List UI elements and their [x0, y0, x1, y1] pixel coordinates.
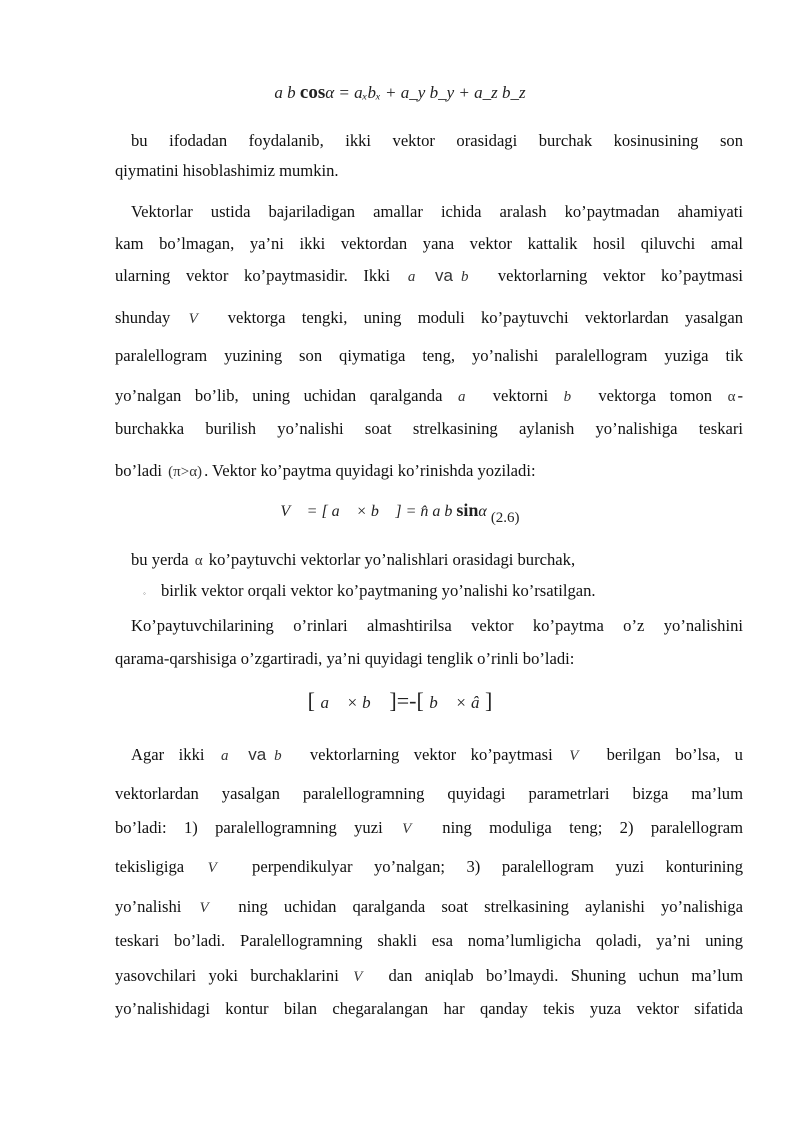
- text-line: paralellogram yuzining son qiymatiga teng, yo’nalishi paralellogram yuziga tik: [115, 346, 743, 365]
- unit-vector-n-symbol: ◦: [143, 589, 146, 598]
- alpha-symbol: α: [727, 389, 736, 405]
- text-line: ularning vektor ko’paytmasidir. Ikki a⃗ va b⃗ vektorlarning vektor ko’paytmasi: [115, 265, 743, 288]
- alpha-symbol: α: [478, 503, 487, 520]
- text-line: kam bo’lmagan, ya’ni ikki vektordan yana vektor kattalik hosil qiluvchi amal: [115, 234, 743, 253]
- text-line: yo’nalishi V⃗ ning uchidan qaralganda soat strelkasining aylanishi yo’nalishiga: [115, 896, 743, 919]
- formula-lhs: a b: [274, 83, 296, 102]
- text-line: vektorlardan yasalgan paralellogramning quyidagi parametrlari bizga ma’lum: [115, 784, 743, 803]
- text-line: shunday V⃗ vektorga tengki, uning moduli ko’paytuvchi vektorlardan yasalgan: [115, 307, 743, 330]
- text-line: teskari bo’ladi. Paralellogramning shakli esa noma’lumligicha qoladi, ya’ni uning: [115, 931, 743, 950]
- text-line: qiymatini hisoblashimiz mumkin.: [115, 161, 339, 180]
- formula-vector-product: [0, 500, 800, 527]
- vector-b-symbol: b⃗: [563, 389, 583, 405]
- text-line: Vektorlar ustida bajariladigan amallar ichida aralash ko’paytmadan ahamiyati: [131, 202, 743, 221]
- equation-number: (2.6): [490, 510, 520, 526]
- text-line: bo’ladi (π>α) . Vektor ko’paytma quyidagi ko’rinishda yoziladi:: [115, 460, 743, 483]
- pi-greater-alpha-symbol: (π>α): [168, 464, 203, 480]
- formula-anticommutative: [ a⃗ × b⃗ ]=-[ b⃗ × â ]: [307, 688, 493, 713]
- va-symbol: va: [435, 266, 453, 285]
- formula-scalar-product: [0, 82, 800, 104]
- vector-b-symbol: b⃗: [274, 748, 294, 764]
- text-line: Agar ikki a⃗ va b⃗ vektorlarning vektor ko’paytmasi V⃗ berilgan bo’lsa, u: [131, 744, 743, 767]
- vector-a-symbol: a⃗: [458, 389, 478, 405]
- text-line: bu ifodadan foydalanib, ikki vektor orasidagi burchak kosinusining son: [131, 131, 743, 150]
- vector-b-symbol: b⃗: [460, 269, 481, 285]
- formula-rhs: = aₓbₓ + a_y b_y + a_z b_z: [334, 83, 526, 102]
- text-line: qarama-qarshisiga o’zgartiradi, ya’ni quyidagi tenglik o’rinli bo’ladi:: [115, 649, 575, 668]
- vector-V-symbol: V⃗: [188, 311, 210, 327]
- vector-V-symbol: V⃗: [199, 900, 221, 916]
- text-line: burchakka burilish yo’nalishi soat strelkasining aylanish yo’nalishiga teskari: [115, 419, 743, 438]
- text-line: bu yerda α ko’paytuvchi vektorlar yo’nalishlari orasidagi burchak,: [131, 549, 743, 572]
- alpha-symbol: α: [194, 553, 203, 569]
- text-line: bo’ladi: 1) paralellogramning yuzi V⃗ ning moduliga teng; 2) paralellogram: [115, 817, 743, 840]
- vector-V-symbol: V⃗: [569, 748, 591, 764]
- alpha-symbol: α: [325, 83, 335, 102]
- vector-a-symbol: a⃗: [221, 748, 241, 764]
- text-line: ◦ birlik vektor orqali vektor ko’paytmaning yo’nalishi ko’rsatilgan.: [115, 580, 743, 605]
- text-line: yo’nalgan bo’lib, uning uchidan qaralganda a⃗ vektorni b⃗ vektorga tomon α -: [115, 385, 743, 408]
- text-line: Ko’paytuvchilarining o’rinlari almashtirilsa vektor ko’paytma o’z yo’nalishini: [131, 616, 743, 635]
- vector-V-symbol: V⃗: [207, 860, 229, 876]
- vector-V-symbol: V⃗: [402, 821, 423, 837]
- text-line: tekisligiga V⃗ perpendikulyar yo’nalgan; 3) paralellogram yuzi konturining: [115, 856, 743, 879]
- sin-symbol: sin: [456, 500, 479, 520]
- vector-V-symbol: V⃗: [353, 969, 375, 985]
- vector-a-symbol: a⃗: [407, 269, 428, 285]
- va-symbol: va: [248, 745, 267, 764]
- text-line: yo’nalishidagi kontur bilan chegaralangan har qanday tekis yuza vektor sifatida: [115, 999, 743, 1018]
- text-line: yasovchilari yoki burchaklarini V⃗ dan aniqlab bo’lmaydi. Shuning uchun ma’lum: [115, 965, 743, 988]
- formula-lhs: V⃗ = [ a⃗ × b⃗ ] = n̂ a b: [280, 503, 457, 520]
- cos-symbol: cos: [299, 82, 326, 103]
